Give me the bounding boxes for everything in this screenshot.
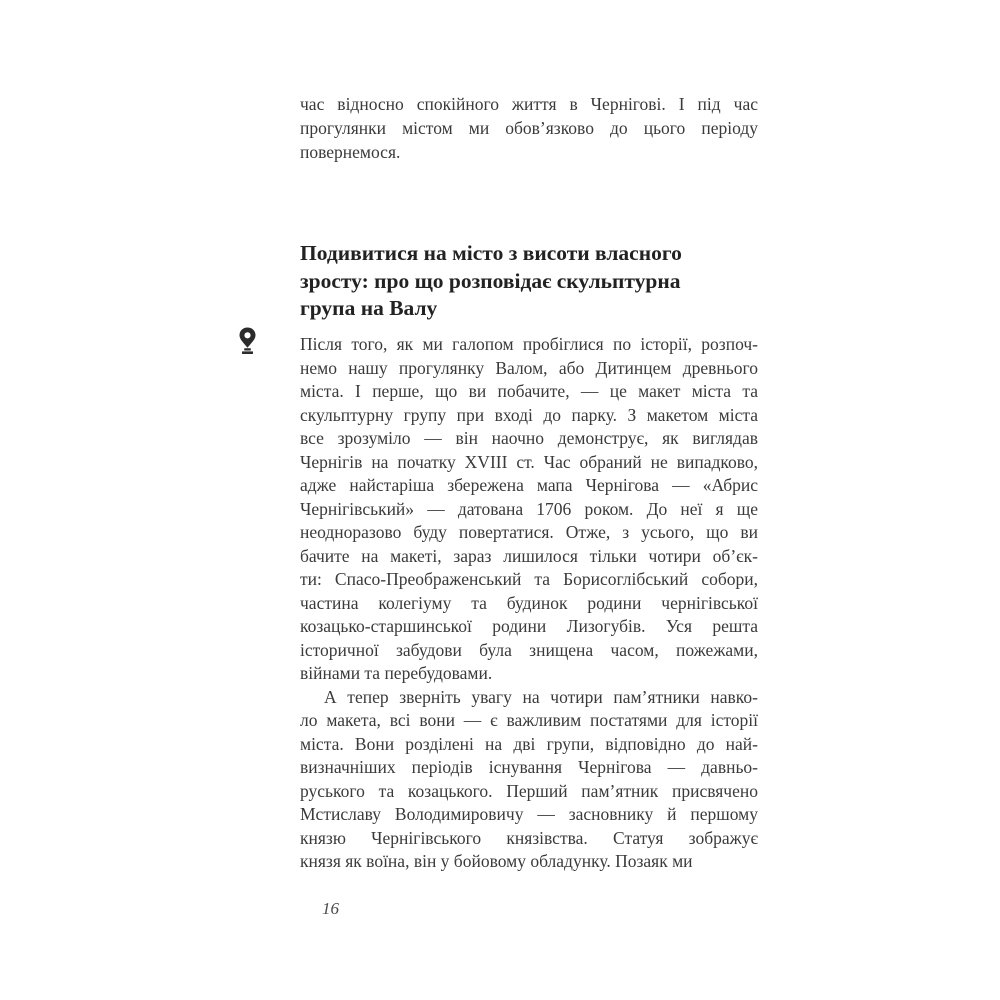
text-line: адже найстаріша збережена мапа Чернігова — «Абрис <box>300 475 758 495</box>
text-line: все зрозуміло — він наочно демонструє, як виглядав <box>300 428 758 448</box>
text-line: А тепер зверніть увагу на чотири пам’ятники навко- <box>324 686 758 707</box>
text-line: міста. І перше, що ви побачите, — це макет міста та <box>300 381 758 401</box>
text-line: прогулянки містом ми обов’язково до цього періоду <box>300 118 758 138</box>
text-line: Мстиславу Володимировичу — засновнику й першому <box>300 804 758 824</box>
text-line: війнами та перебудовами. <box>300 663 493 683</box>
text-line: руського та козацького. Перший пам’ятник присвячено <box>300 780 758 801</box>
text-line: Подивитися на місто з висоти власного <box>300 241 682 265</box>
text-line: скульптурну групу при вході до парку. З макетом міста <box>300 404 758 425</box>
location-pin-icon <box>238 327 257 355</box>
paragraph <box>300 686 758 874</box>
page-number: 16 <box>322 899 339 918</box>
text-line: козацько-старшинської родини Лизогубів. Уся решта <box>300 616 758 636</box>
paragraph <box>300 333 758 686</box>
text-line: немо нашу прогулянку Валом, або Дитинцем древнього <box>300 357 758 378</box>
text-line: ло макета, всі вони — є важливим постатями для історії <box>300 710 758 730</box>
text-line: частина колегіуму та будинок родини чернігівської <box>300 592 758 613</box>
text-line: ти: Спасо-Преображенський та Борисоглібський собори, <box>300 569 758 589</box>
text-line: час відносно спокійного життя в Чернігові. І під час <box>300 94 758 114</box>
text-line: міста. Вони розділені на дві групи, відповідно до най- <box>300 733 758 754</box>
text-line: князю Чернігівського князівства. Статуя зображує <box>300 827 758 848</box>
text-line: Після того, як ми галопом пробіглися по історії, розпоч- <box>300 334 758 354</box>
text-line: група на Валу <box>300 296 438 320</box>
text-line: повернемося. <box>300 142 401 162</box>
body-text <box>300 333 758 874</box>
text-line: князя як воїна, він у бойовому обладунку. Позаяк ми <box>300 851 693 871</box>
text-line: зросту: про що розповідає скульптурна <box>300 268 681 293</box>
text-line: бачите на макеті, зараз лишилося тільки чотири об’єк- <box>300 545 758 566</box>
section-heading <box>300 240 772 323</box>
text-line: Чернігів на початку XVIII ст. Час обраний не випадково, <box>300 451 758 472</box>
continuation-paragraph <box>300 92 758 164</box>
text-line: історичної забудови була знищена часом, пожежами, <box>300 639 758 660</box>
text-line: Чернігівський» — датована 1706 роком. До неї я ще <box>300 498 758 519</box>
text-line: неодноразово буду повертатися. Отже, з усього, що ви <box>300 522 758 542</box>
text-line: визначніших періодів існування Чернігова — давньо- <box>300 757 758 777</box>
